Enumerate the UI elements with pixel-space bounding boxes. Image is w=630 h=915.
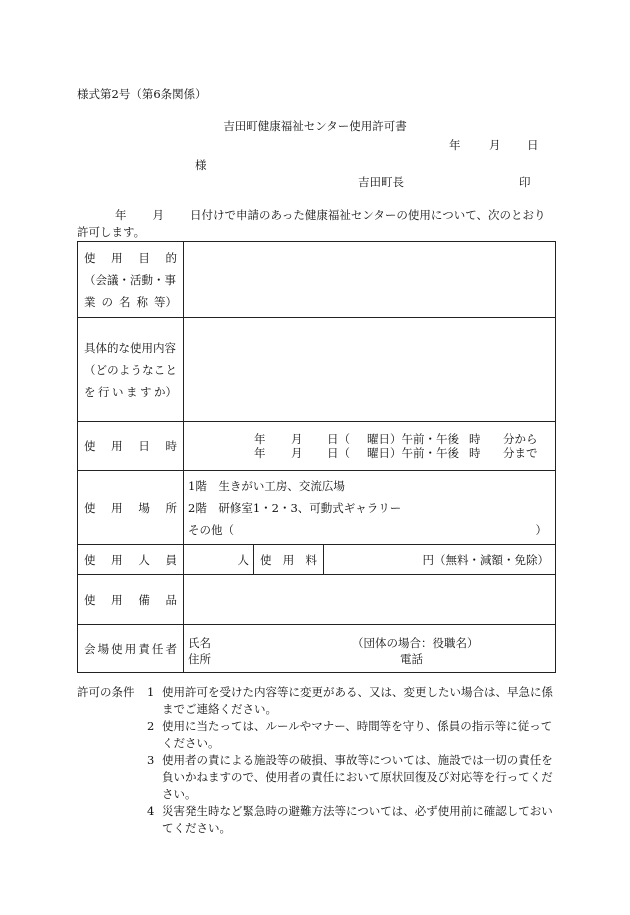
- equipment-char: 品: [165, 592, 177, 607]
- to-weekday-ampm: 曜日）午前・午後: [367, 446, 459, 460]
- content-char: と: [165, 362, 177, 377]
- row-datetime: [78, 422, 556, 471]
- document-title: 吉田町健康福祉センター使用許可書: [223, 119, 407, 133]
- people-char: 用: [111, 552, 123, 567]
- intro-year: 年: [115, 208, 127, 222]
- responsible-char: 場: [97, 641, 110, 656]
- content-char: な: [142, 362, 154, 377]
- responsible-group-note: （団体の場合：役職名）: [352, 635, 479, 650]
- condition-item: [147, 752, 557, 803]
- date-month-label: 月: [489, 138, 501, 152]
- content-char: す: [140, 384, 152, 399]
- row-place: [78, 471, 556, 545]
- condition-number: 3: [147, 753, 155, 767]
- to-month: 月: [291, 446, 303, 460]
- from-weekday-ampm: 曜日）午前・午後: [367, 432, 459, 446]
- condition-text: 使用許可を受けた内容等に変更がある、又は、変更したい場合は、早急に係までご連絡ください。: [162, 685, 553, 716]
- responsible-address-label: 住所: [188, 651, 211, 666]
- fee-char: 料: [305, 552, 317, 567]
- content-char: の: [107, 362, 119, 377]
- people-unit: 人: [237, 552, 249, 567]
- conditions-heading: 許可の条件: [77, 685, 135, 699]
- row-purpose: [78, 242, 556, 318]
- condition-text: 災害発生時など緊急時の避難方法等については、必ず使用前に確認しておいてください。: [162, 804, 553, 835]
- permit-form-table: [77, 241, 556, 673]
- place-char: 使: [84, 500, 96, 515]
- equipment-char: 使: [84, 592, 96, 607]
- datetime-to: [184, 446, 555, 460]
- purpose-char: 使: [84, 250, 96, 265]
- purpose-char: 目: [138, 250, 150, 265]
- purpose-char: 名: [119, 294, 131, 309]
- date-year-label: 年: [449, 138, 461, 152]
- condition-number: 4: [147, 804, 155, 818]
- equipment-field[interactable]: [184, 575, 556, 625]
- datetime-char: 使: [84, 439, 96, 453]
- to-day: 日（: [327, 446, 350, 460]
- responsible-name-label: 氏名: [188, 635, 211, 650]
- addressee-suffix: 様: [195, 158, 207, 172]
- responsible-char: 責: [138, 641, 150, 656]
- condition-item: [147, 718, 557, 752]
- row-people-fee: [78, 545, 556, 575]
- fee-label: [254, 545, 324, 575]
- to-minute: 分まで: [503, 446, 538, 460]
- people-label: [78, 545, 184, 575]
- issuer-name: 吉田町長: [358, 175, 404, 189]
- datetime-char: 時: [165, 439, 177, 453]
- from-month: 月: [291, 432, 303, 446]
- intro-text-1: 日付けで申請のあった健康福祉センターの使用について、次のとおり: [190, 208, 546, 222]
- condition-number: 1: [147, 685, 155, 699]
- from-minute: 分から: [503, 432, 538, 446]
- responsible-char: 任: [151, 641, 164, 656]
- place-char: 用: [111, 500, 123, 515]
- equipment-char: 備: [138, 592, 150, 607]
- datetime-field[interactable]: [184, 422, 556, 471]
- place-label: [78, 471, 184, 545]
- purpose-char: の: [101, 294, 113, 309]
- place-field[interactable]: [184, 471, 556, 545]
- purpose-label: [78, 242, 184, 318]
- people-char: 人: [138, 552, 150, 567]
- row-content: [78, 318, 556, 422]
- place-floor-1[interactable]: 1階 生きがい工房、交流広場: [188, 478, 345, 493]
- people-char: 員: [165, 552, 177, 567]
- place-other-close: ）: [535, 522, 547, 537]
- purpose-field[interactable]: [184, 242, 556, 318]
- content-char: （ど: [84, 362, 107, 377]
- form-number: 様式第2号（第6条関係）: [77, 87, 207, 101]
- content-field[interactable]: [184, 318, 556, 422]
- responsible-phone-label: 電話: [400, 651, 423, 666]
- purpose-char: 業: [84, 294, 96, 309]
- intro-month: 月: [152, 208, 164, 222]
- condition-text: 使用に当たっては、ルールやマナー、時間等を守り、係員の指示等に従ってください。: [162, 719, 553, 750]
- intro-text-2: 許可します。: [77, 225, 146, 239]
- from-hour: 時: [469, 432, 481, 446]
- row-equipment: [78, 575, 556, 625]
- responsible-label: [78, 625, 184, 673]
- place-char: 所: [165, 500, 177, 515]
- equipment-label: [78, 575, 184, 625]
- condition-item: [147, 684, 557, 718]
- content-label-line1: 具体的な使用内容: [84, 340, 176, 355]
- purpose-char: 的: [165, 250, 177, 265]
- people-field[interactable]: [184, 545, 254, 575]
- place-other-open: その他（: [188, 522, 234, 537]
- purpose-char: 称: [136, 294, 148, 309]
- purpose-label-line2: （会議・活動・事: [84, 272, 176, 287]
- issue-date: [449, 137, 539, 153]
- place-char: 場: [138, 500, 150, 515]
- responsible-char: 使: [111, 641, 123, 656]
- place-other[interactable]: [184, 519, 555, 541]
- from-day: 日（: [327, 432, 350, 446]
- datetime-label: [78, 422, 184, 471]
- purpose-char: 等）: [154, 294, 177, 309]
- condition-text: 使用者の責による施設等の破損、事故等については、施設では一切の責任を負いかねますので、使用者の責任において原状回復及び対応等を行ってください。: [162, 753, 553, 801]
- datetime-from: [184, 432, 555, 446]
- fee-value: 円（無料・減額・免除）: [422, 552, 549, 567]
- to-year: 年: [254, 446, 266, 460]
- condition-item: [147, 803, 557, 837]
- fee-char: 用: [282, 552, 295, 567]
- responsible-field[interactable]: [184, 625, 556, 673]
- content-char: い: [112, 384, 124, 399]
- equipment-char: 用: [111, 592, 123, 607]
- content-char: 行: [98, 384, 110, 399]
- row-responsible: [78, 625, 556, 673]
- fee-char: 使: [260, 552, 272, 567]
- responsible-char: 会: [84, 641, 96, 656]
- content-label: [78, 318, 184, 422]
- datetime-char: 日: [138, 439, 150, 453]
- fee-field[interactable]: [324, 545, 556, 575]
- seal-mark: 印: [519, 175, 531, 189]
- intro-paragraph: [77, 207, 557, 241]
- responsible-char: 用: [124, 641, 137, 656]
- purpose-char: 用: [111, 250, 123, 265]
- place-floor-2[interactable]: 2階 研修室1・2・3、可動式ギャラリー: [188, 500, 402, 515]
- content-char: を: [84, 384, 96, 399]
- to-hour: 時: [469, 446, 481, 460]
- people-char: 使: [84, 552, 96, 567]
- date-day-label: 日: [527, 138, 539, 152]
- content-char: よ: [118, 362, 131, 377]
- content-char: ま: [126, 384, 138, 399]
- content-char: か）: [154, 384, 177, 399]
- content-char: こ: [153, 362, 166, 377]
- content-char: う: [130, 362, 142, 377]
- condition-number: 2: [147, 719, 155, 733]
- datetime-char: 用: [111, 439, 123, 453]
- from-year: 年: [254, 432, 266, 446]
- responsible-char: 者: [165, 641, 177, 656]
